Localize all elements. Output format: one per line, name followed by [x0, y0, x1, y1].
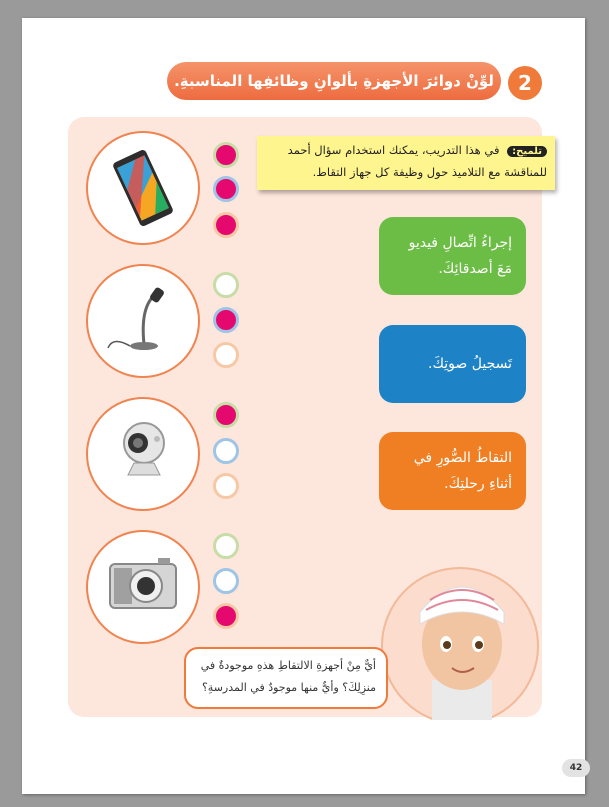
device-webcam [86, 397, 200, 511]
function-label: التقاطُ الصُّورِ في أثناءِ رحلتِكَ. [413, 450, 512, 492]
color-circle[interactable] [213, 402, 239, 428]
tip-label: تلميح: [507, 146, 547, 157]
exercise-title: لوِّنْ دوائرَ الأجهزةِ بألوانِ وظائفِها المناسبةِ. [167, 62, 501, 100]
device-camera [86, 530, 200, 644]
color-circle[interactable] [213, 568, 239, 594]
function-record-voice [379, 325, 526, 403]
page-number: 42 [562, 759, 590, 777]
color-circle[interactable] [213, 212, 239, 238]
color-circle[interactable] [213, 307, 239, 333]
camera-icon [88, 532, 198, 642]
question-text: أيٌّ مِنْ أجهزةِ الالتقاطِ هذهِ موجودةٌ في منزِلِكَ؟ وأيٌّ منها موجودٌ في المدرسةِ؟ [200, 659, 376, 694]
device-smartphone [86, 131, 200, 245]
tip-text: في هذا التدريب، يمكنك استخدام سؤال أحمد للمناقشة مع التلاميذ حول وظيفة كل جهاز التقاط. [287, 143, 547, 179]
color-circle[interactable] [213, 272, 239, 298]
color-circle[interactable] [213, 438, 239, 464]
webcam-icon [88, 399, 198, 509]
function-take-photos [379, 432, 526, 510]
color-circle[interactable] [213, 473, 239, 499]
color-circle[interactable] [213, 142, 239, 168]
exercise-number-badge: 2 [508, 66, 542, 100]
color-circle[interactable] [213, 603, 239, 629]
microphone-icon [88, 266, 198, 376]
device-microphone [86, 264, 200, 378]
smartphone-icon [88, 133, 198, 243]
teacher-tip-note [257, 136, 555, 190]
color-circle[interactable] [213, 533, 239, 559]
color-circle[interactable] [213, 342, 239, 368]
question-speech-bubble [184, 647, 388, 709]
color-circle[interactable] [213, 176, 239, 202]
function-label: إجراءُ اتِّصالِ فيديو مَعَ أصدقائِكَ. [408, 235, 512, 277]
function-video-call [379, 217, 526, 295]
function-label: تَسجيلُ صوتِكَ. [428, 356, 512, 372]
